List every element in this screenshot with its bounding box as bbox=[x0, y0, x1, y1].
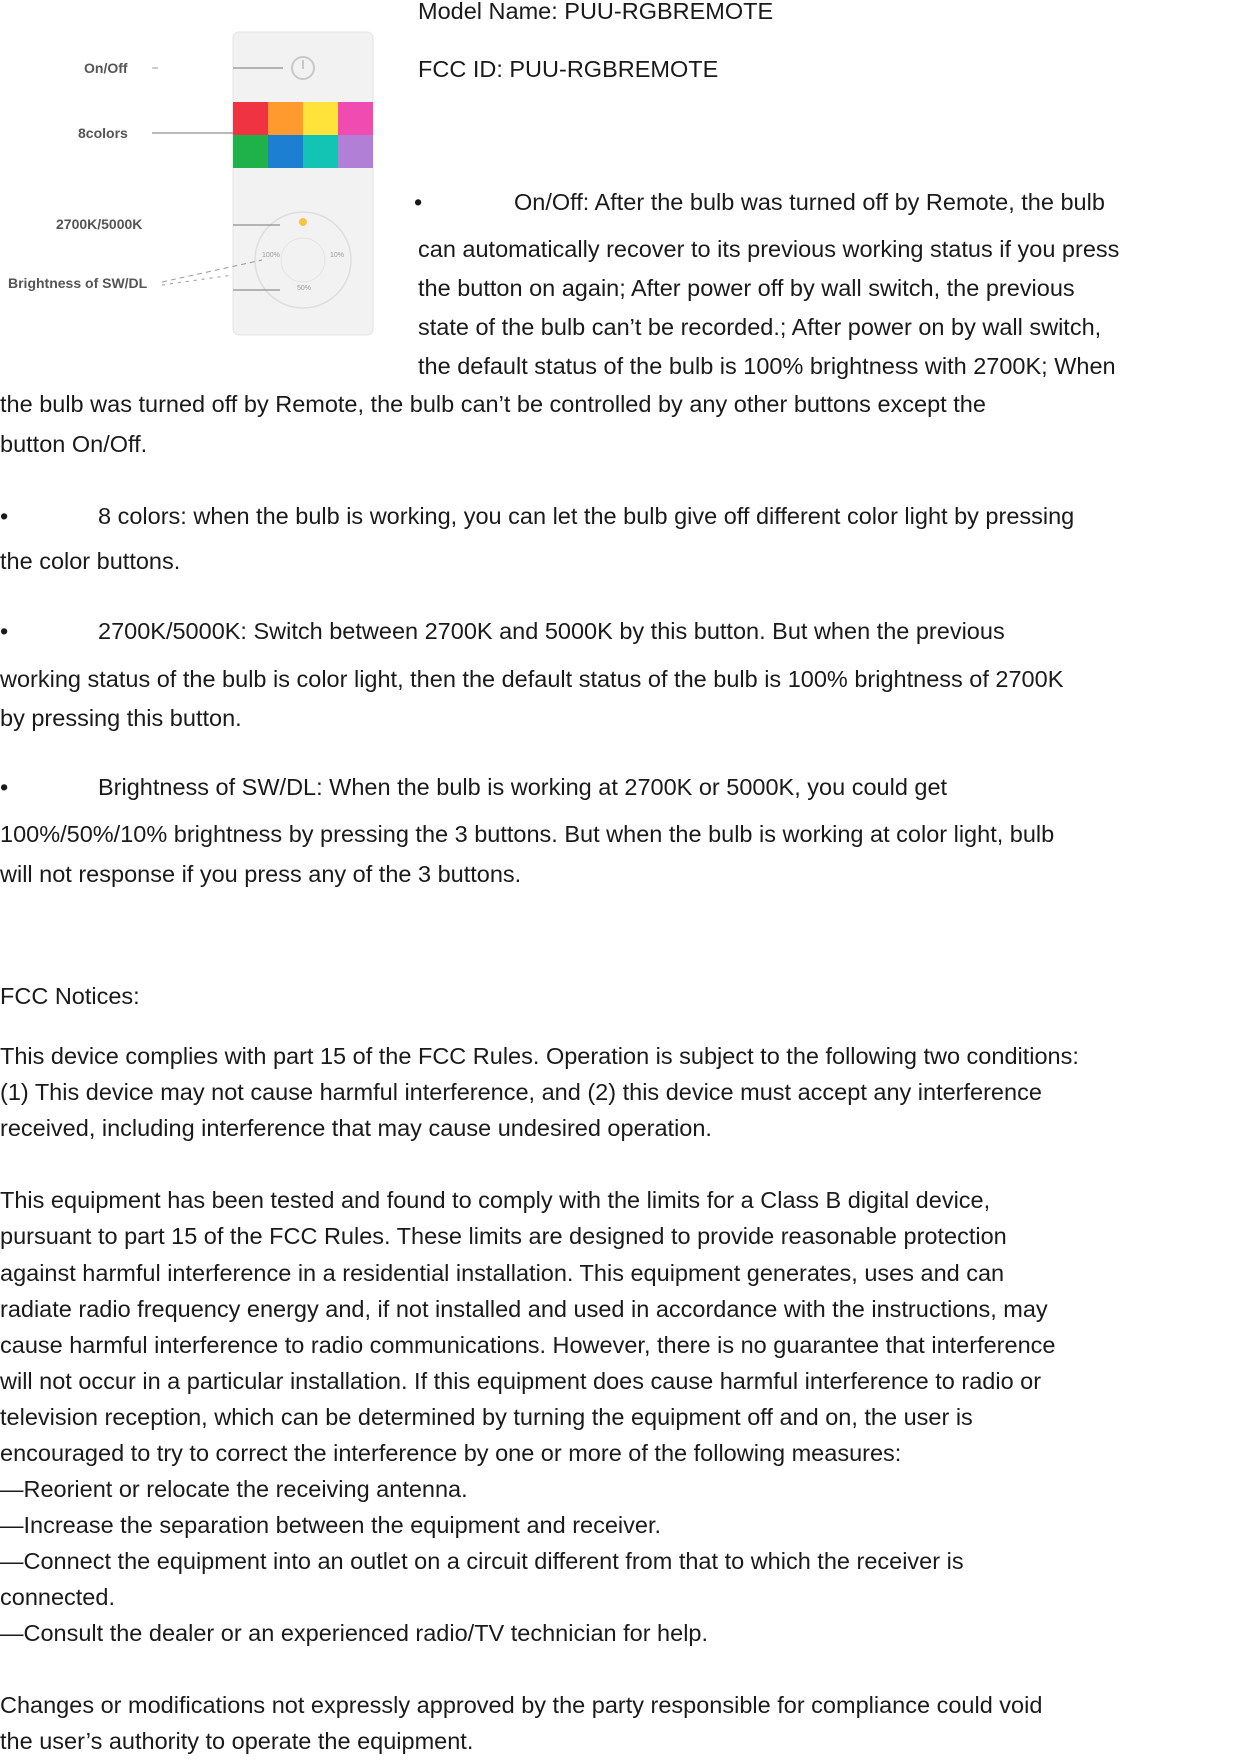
colors-line-1: 8 colors: when the bulb is working, you can let the bulb give off different color light by pressing bbox=[98, 503, 1075, 529]
dial-label-right: 10% bbox=[330, 252, 345, 259]
fcc-p2-line: pursuant to part 15 of the FCC Rules. These limits are designed to provide reasonable protection bbox=[0, 1223, 1007, 1249]
colors-line-2: the color buttons. bbox=[0, 548, 181, 574]
cct-line-2: working status of the bulb is color light, then the default status of the bulb is 100% brightness of 2700K bbox=[0, 666, 1064, 692]
color-button bbox=[268, 135, 303, 168]
dial-label-left: 100% bbox=[262, 252, 280, 259]
on-off-line-5: the default status of the bulb is 100% brightness with 2700K; When bbox=[418, 353, 1116, 379]
on-off-line-2: can automatically recover to its previous working status if you press bbox=[418, 236, 1120, 262]
brightness-line-2: 100%/50%/10% brightness by pressing the 3 buttons. But when the bulb is working at color light, bulb bbox=[0, 821, 1055, 847]
color-button bbox=[338, 102, 373, 135]
fcc-p3-line: the user’s authority to operate the equipment. bbox=[0, 1728, 474, 1754]
bullet-marker: • bbox=[0, 618, 9, 644]
color-button-grid bbox=[233, 102, 373, 168]
fcc-p2-line: encouraged to try to correct the interference by one or more of the following measures: bbox=[0, 1440, 902, 1466]
model-name: Model Name: PUU-RGBREMOTE bbox=[418, 0, 774, 24]
on-off-line-7: button On/Off. bbox=[0, 431, 148, 457]
bullet-marker: • bbox=[0, 503, 9, 529]
callout-8colors: 8colors bbox=[78, 125, 128, 141]
color-button bbox=[268, 102, 303, 135]
fcc-p2-line: radiate radio frequency energy and, if not installed and used in accordance with the instructions, may bbox=[0, 1296, 1048, 1322]
color-button bbox=[233, 135, 268, 168]
fcc-p1-line: received, including interference that may cause undesired operation. bbox=[0, 1115, 712, 1141]
fcc-p2-line: This equipment has been tested and found to comply with the limits for a Class B digital device, bbox=[0, 1187, 991, 1213]
on-off-line-4: state of the bulb can’t be recorded.; After power on by wall switch, bbox=[418, 314, 1102, 340]
cct-line-3: by pressing this button. bbox=[0, 705, 242, 731]
on-off-line-3: the button on again; After power off by wall switch, the previous bbox=[418, 275, 1075, 301]
fcc-heading: FCC Notices: bbox=[0, 983, 140, 1009]
bullet-marker: • bbox=[414, 189, 423, 215]
callout-on-off: On/Off bbox=[84, 60, 128, 76]
color-button bbox=[233, 102, 268, 135]
fcc-p2-line: will not occur in a particular installation. If this equipment does cause harmful interference to radio or bbox=[0, 1368, 1042, 1394]
dial-label-bottom: 50% bbox=[297, 285, 312, 292]
fcc-id: FCC ID: PUU-RGBREMOTE bbox=[418, 56, 719, 82]
brightness-line-3: will not response if you press any of the 3 buttons. bbox=[0, 861, 522, 887]
color-button bbox=[303, 102, 338, 135]
on-off-line-1: On/Off: After the bulb was turned off by Remote, the bulb bbox=[514, 189, 1105, 215]
cct-sun-icon bbox=[299, 218, 307, 226]
fcc-p2-line: —Reorient or relocate the receiving antenna. bbox=[0, 1476, 468, 1502]
callout-cct: 2700K/5000K bbox=[56, 216, 143, 232]
fcc-p2-line: —Connect the equipment into an outlet on a circuit different from that to which the receiver is bbox=[0, 1548, 964, 1574]
color-button bbox=[338, 135, 373, 168]
fcc-p2-line: television reception, which can be determined by turning the equipment off and on, the user is bbox=[0, 1404, 973, 1430]
on-off-line-6: the bulb was turned off by Remote, the bulb can’t be controlled by any other buttons except the bbox=[0, 391, 986, 417]
fcc-p2-line: connected. bbox=[0, 1584, 115, 1610]
remote-control-diagram bbox=[0, 20, 380, 345]
fcc-p2-line: —Increase the separation between the equipment and receiver. bbox=[0, 1512, 662, 1538]
callout-brightness: Brightness of SW/DL bbox=[8, 275, 148, 291]
fcc-p2-line: cause harmful interference to radio communications. However, there is no guarantee that interference bbox=[0, 1332, 1056, 1358]
fcc-p1-line: (1) This device may not cause harmful interference, and (2) this device must accept any interference bbox=[0, 1079, 1042, 1105]
brightness-line-1: Brightness of SW/DL: When the bulb is working at 2700K or 5000K, you could get bbox=[98, 774, 948, 800]
fcc-p1-line: This device complies with part 15 of the FCC Rules. Operation is subject to the following two conditions: bbox=[0, 1043, 1079, 1069]
color-button bbox=[303, 135, 338, 168]
fcc-p2-line: against harmful interference in a residential installation. This equipment generates, uses and can bbox=[0, 1260, 1005, 1286]
cct-line-1: 2700K/5000K: Switch between 2700K and 5000K by this button. But when the previous bbox=[98, 618, 1005, 644]
fcc-p3-line: Changes or modifications not expressly approved by the party responsible for compliance could void bbox=[0, 1692, 1043, 1718]
fcc-p2-line: —Consult the dealer or an experienced radio/TV technician for help. bbox=[0, 1620, 709, 1646]
bullet-marker: • bbox=[0, 774, 9, 800]
